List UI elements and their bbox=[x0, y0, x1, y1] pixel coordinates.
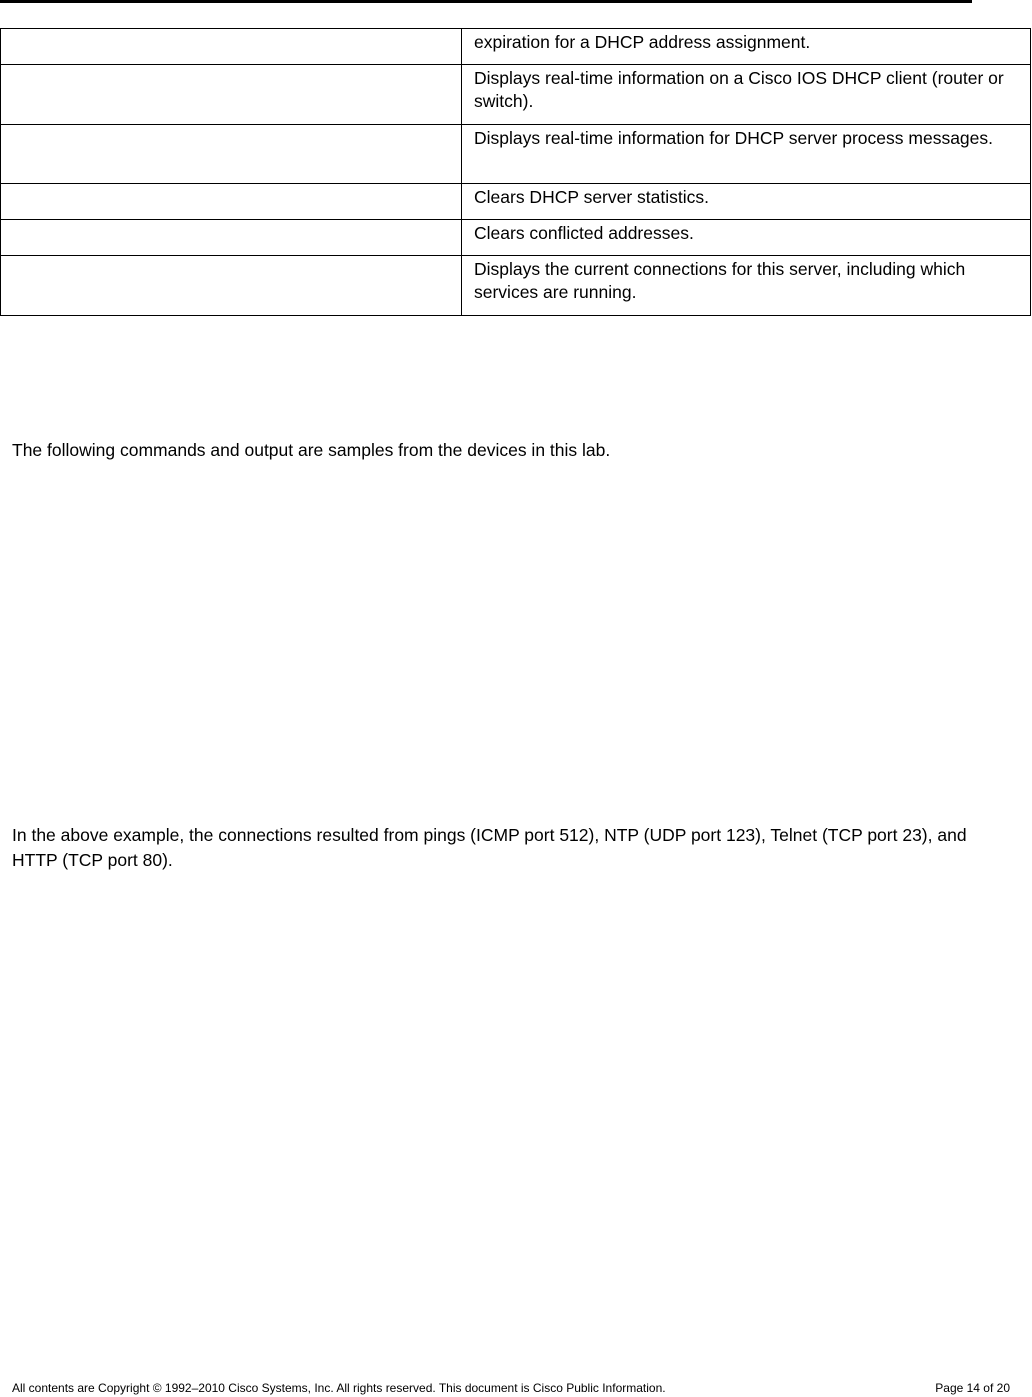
command-cell bbox=[1, 220, 462, 256]
explanation-paragraph: In the above example, the connections resulted from pings (ICMP port 512), NTP (UDP port 123), Telnet (TCP port 23), and HTTP (TCP port 80). bbox=[12, 825, 967, 870]
intro-paragraph: The following commands and output are samples from the devices in this lab. bbox=[12, 440, 611, 460]
footer-page-number: Page 14 of 20 bbox=[935, 1381, 1010, 1395]
table-row bbox=[1, 29, 1031, 65]
command-cell bbox=[1, 125, 462, 184]
table-row bbox=[1, 125, 1031, 184]
description-cell: Displays real-time information on a Cisco IOS DHCP client (router or switch). bbox=[462, 65, 1031, 125]
description-cell: expiration for a DHCP address assignment. bbox=[462, 29, 1031, 65]
description-cell: Clears conflicted addresses. bbox=[462, 220, 1031, 256]
table-row bbox=[1, 65, 1031, 125]
table-row bbox=[1, 256, 1031, 316]
command-cell bbox=[1, 184, 462, 220]
command-cell bbox=[1, 256, 462, 316]
table-row bbox=[1, 184, 1031, 220]
description-cell: Displays real-time information for DHCP server process messages. bbox=[462, 125, 1031, 184]
command-cell bbox=[1, 65, 462, 125]
table-row bbox=[1, 220, 1031, 256]
command-table bbox=[0, 28, 1031, 316]
command-cell bbox=[1, 29, 462, 65]
description-cell: Displays the current connections for this server, including which services are running. bbox=[462, 256, 1031, 316]
header-rule bbox=[0, 0, 972, 3]
footer-copyright: All contents are Copyright © 1992–2010 Cisco Systems, Inc. All rights reserved. This document is Cisco Public Information. bbox=[12, 1381, 666, 1395]
description-cell: Clears DHCP server statistics. bbox=[462, 184, 1031, 220]
